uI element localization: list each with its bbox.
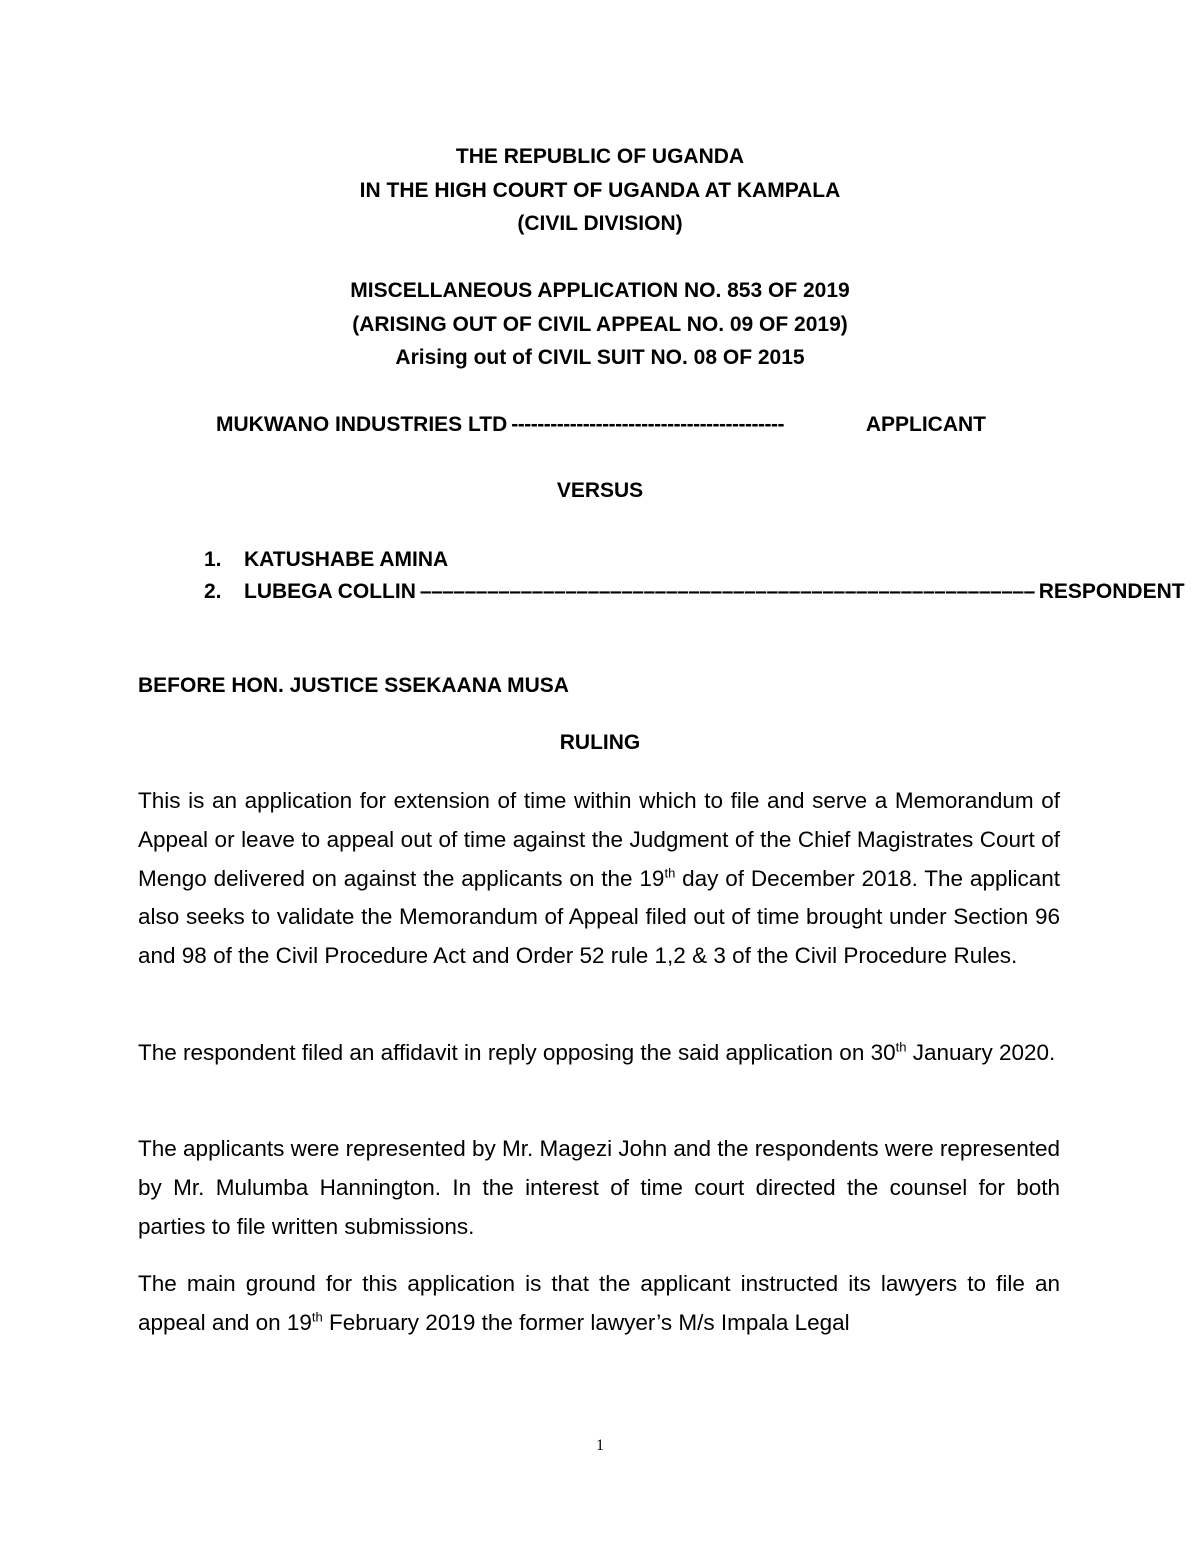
respondent-name: LUBEGA COLLIN [244,580,416,603]
respondent-list [204,544,1185,608]
coram: BEFORE HON. JUSTICE SSEKAANA MUSA [138,674,569,697]
application-number: MISCELLANEOUS APPLICATION NO. 853 OF 2019 [350,279,850,302]
page-number: 1 [596,1437,604,1454]
paragraph: The main ground for this application is that the applicant instructed its lawyers to file an appeal and on 19th February 2019 the former lawyer’s M/s Impala Legal [138,1271,1060,1335]
applicant-dash-leader: ------------------------------------------ [511,413,784,436]
paragraph: The respondent filed an affidavit in reply opposing the said application on 30th January 2020. [138,1039,1056,1065]
arising-appeal: (ARISING OUT OF CIVIL APPEAL NO. 09 OF 2019) [352,313,848,336]
respondent-item [204,576,1185,608]
versus-heading: VERSUS [556,479,644,502]
court-heading: IN THE HIGH COURT OF UGANDA AT KAMPALA [359,179,841,202]
paragraph: This is an application for extension of time within which to file and serve a Memorandum of Appeal or leave to appeal out of time against the Judgment of the Chief Magistrates Court of Mengo delivered on against the applicants on the 19th day of December 2018. The applicant also seeks to validate the Memorandum of Appeal filed out of time brought under Section 96 and 98 of the Civil Procedure Act and Order 52 rule 1,2 & 3 of the Civil Procedure Rules. [138,788,1060,969]
respondent-role: RESPONDENT [1038,580,1185,603]
respondent-number: 2. [204,580,222,603]
arising-suit: Arising out of CIVIL SUIT NO. 08 OF 2015 [395,346,805,369]
respondent-item [204,544,988,576]
ruling-heading: RULING [559,731,641,754]
respondent-dash-leader: ––––––––––––––––––––––––––––––––––––––––––––––––––––––– [419,580,1035,603]
applicant-line [216,411,986,439]
applicant-name: MUKWANO INDUSTRIES LTD [216,413,508,436]
division-heading: (CIVIL DIVISION) [517,212,683,235]
paragraph: The applicants were represented by Mr. Magezi John and the respondents were represented by Mr. Mulumba Hannington. In the interest of time court directed the counsel for both parties to file written submissions. [138,1136,1060,1239]
applicant-role: APPLICANT [865,413,986,436]
respondent-name: KATUSHABE AMINA [244,548,449,571]
respondent-number: 1. [204,548,222,571]
republic-heading: THE REPUBLIC OF UGANDA [455,145,745,168]
